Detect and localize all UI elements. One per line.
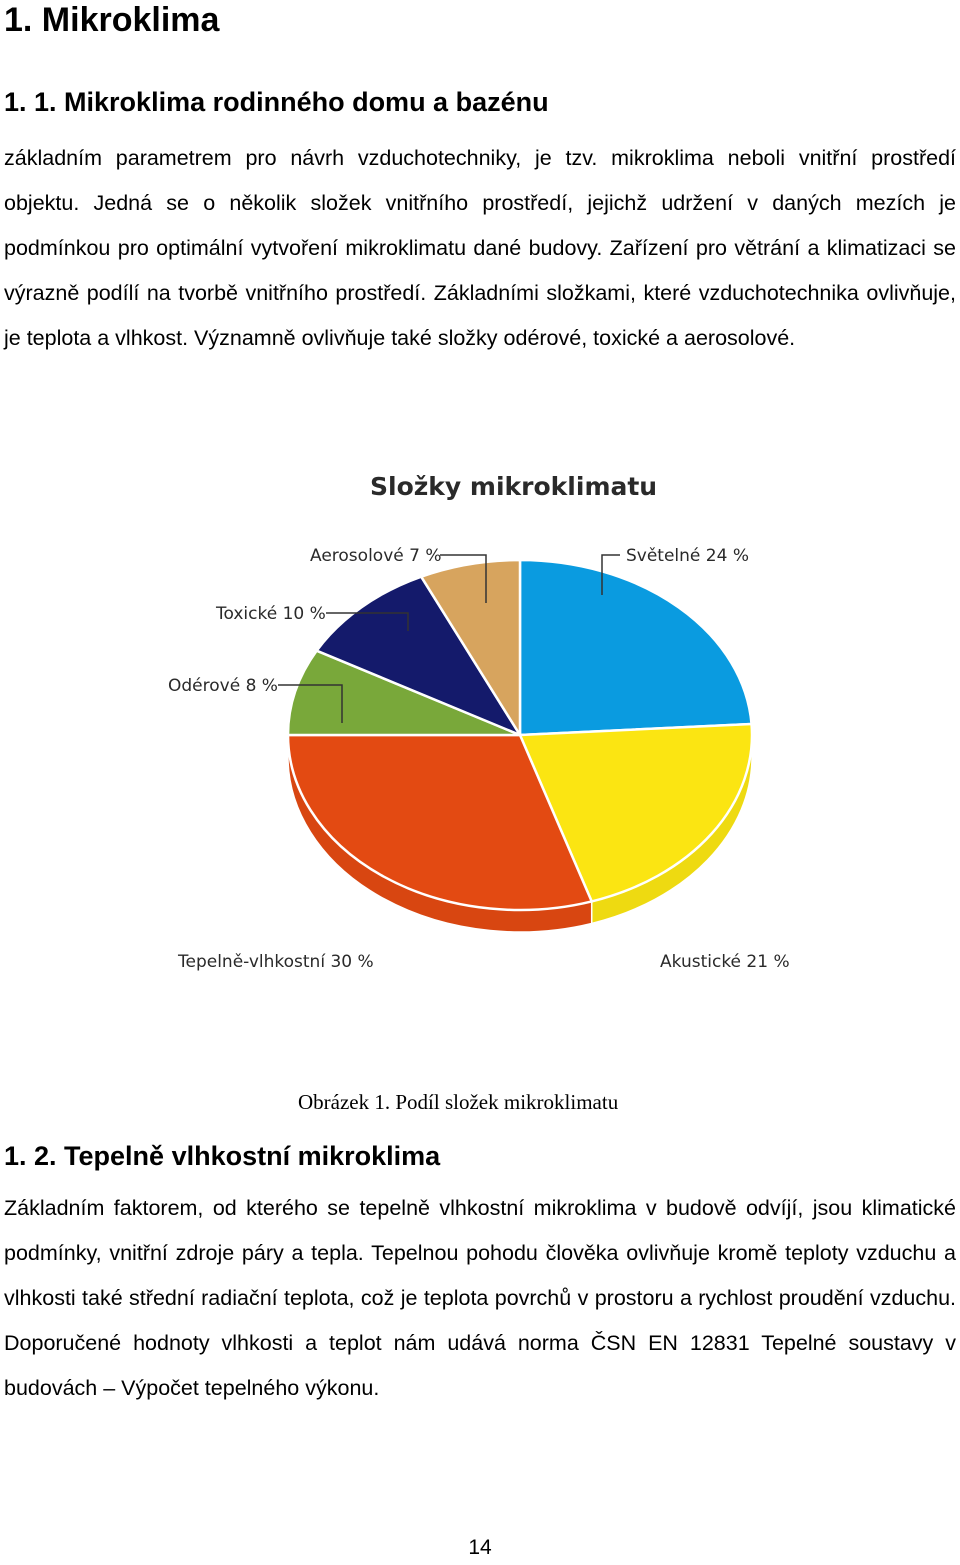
figure-caption: Obrázek 1. Podíl složek mikroklimatu <box>298 1090 619 1114</box>
page-heading: 1. Mikroklima <box>4 1 220 39</box>
pie-label-4: Toxické 10 % <box>216 604 326 624</box>
pie-label-0: Světelné 24 % <box>626 546 749 566</box>
pie-label-1: Akustické 21 % <box>660 952 790 972</box>
section-1-2-paragraph: Základním faktorem, od kterého se tepelně vlhkostní mikroklima v budově odvíjí, jsou klimatické podmínky, vnitřní zdroje páry a tepla. Tepelnou pohodu člověka ovlivňuje kromě teploty vzduchu a vlhkosti také střední radiační teplota, což je teplota povrchů v prostoru a rychlost proudění vzduchu. Doporučené hodnoty vlhkosti a teplot nám udává norma ČSN EN 12831 Tepelné soustavy v budovách – Výpočet tepelného výkonu. <box>4 1196 956 1400</box>
page-number: 14 <box>468 1536 492 1559</box>
section-heading-1-1: 1. 1. Mikroklima rodinného domu a bazénu <box>4 87 549 117</box>
pie-slice-0 <box>520 560 752 735</box>
section-heading-1-2: 1. 2. Tepelně vlhkostní mikroklima <box>4 1141 441 1171</box>
pie-label-2: Tepelně-vlhkostní 30 % <box>178 952 374 972</box>
chart-title: Složky mikroklimatu <box>370 472 658 501</box>
pie-label-5: Aerosolové 7 % <box>310 546 442 566</box>
section-1-1-paragraph: základním parametrem pro návrh vzduchotechniky, je tzv. mikroklima neboli vnitřní prostředí objektu. Jedná se o několik složek vnitřního prostředí, jejichž udržení v daných mezích je podmínkou pro optimální vytvoření mikroklimatu dané budovy. Zařízení pro větrání a klimatizaci se výrazně podílí na tvorbě vnitřního prostředí. Základními složkami, které vzduchotechnika ovlivňuje, je teplota a vlhkost. Významně ovlivňuje také složky odérové, toxické a aerosolové. <box>4 146 956 350</box>
pie-label-3: Odérové 8 % <box>168 676 278 696</box>
pie-chart <box>150 455 810 985</box>
